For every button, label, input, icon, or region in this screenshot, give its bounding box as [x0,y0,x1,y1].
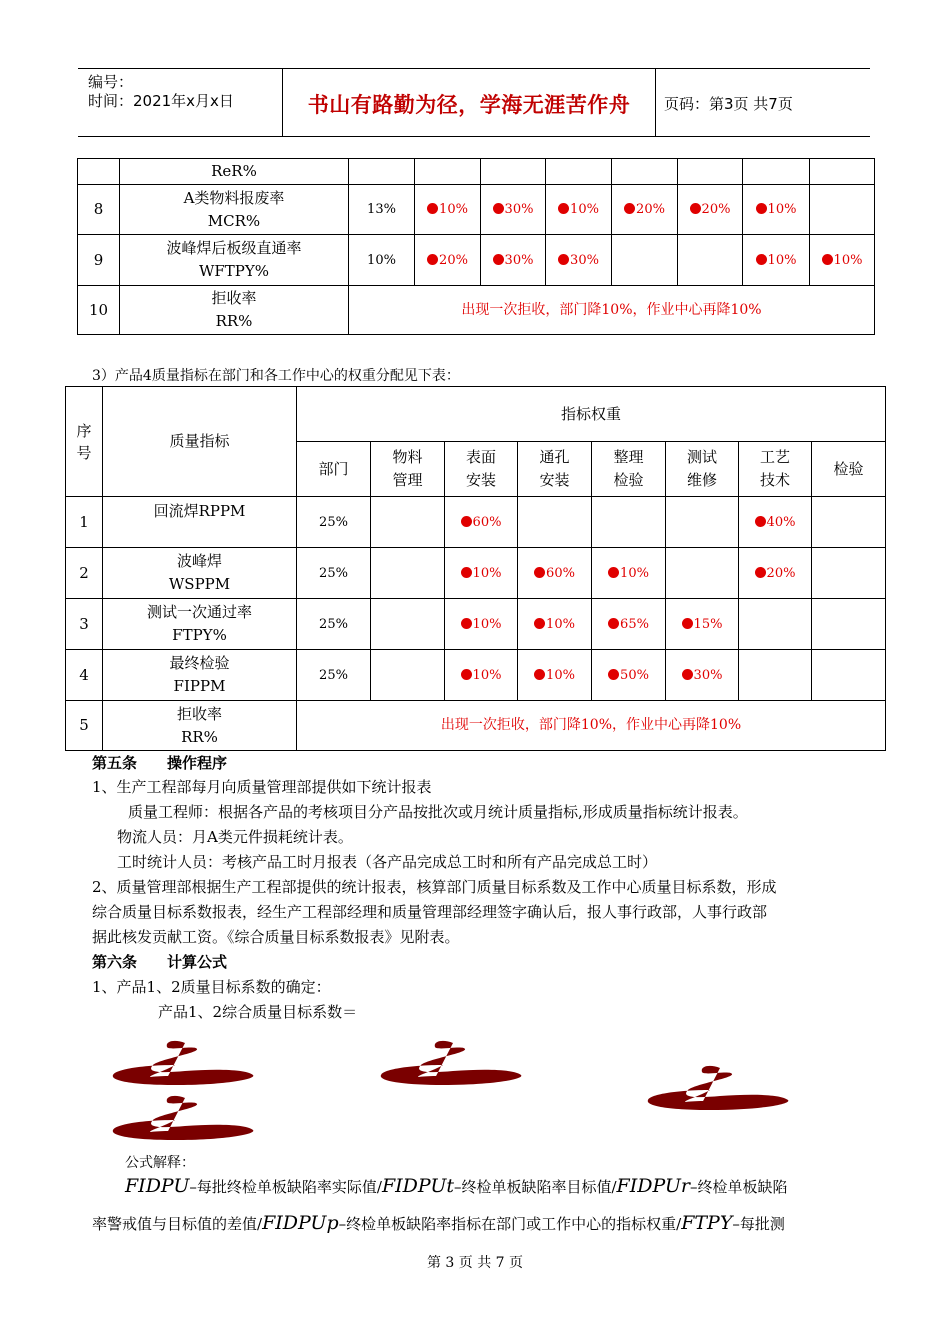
weight-cell [678,235,743,286]
weight-cell [546,235,612,286]
weight-dot-icon [822,254,833,265]
weight-dot-icon [682,669,693,680]
weight-cell [481,235,546,286]
formula-glyph [381,1041,522,1085]
row-index: 8 [78,185,120,235]
weight-cell [592,497,666,548]
formula-explanation-line2: 率警戒值与目标值的差值/FIDPUp–终检单板缺陷率指标在部门或工作中心的指标权重/FTPY–每批测 [92,1212,785,1234]
weight-table-product4 [65,386,886,751]
weight-cell [739,650,812,701]
metric-name: 回流焊RPPM [103,497,297,548]
paragraph: 1、生产工程部每月向质量管理部提供如下统计报表 [92,778,432,796]
weight-value: 15% [693,616,723,632]
header-motto: 书山有路勤为径，学海无涯苦作舟 [307,93,631,117]
weight-cell [812,548,886,599]
row-index: 4 [66,650,103,701]
weight-cell [371,599,445,650]
col-header-workcenter: 表面 安装 [445,442,518,497]
dept-weight: 25% [297,599,371,650]
formula-image [105,1035,825,1145]
variable: FIDPU [125,1175,190,1197]
table-row [78,159,875,185]
table-row [78,185,875,235]
weight-cell [592,650,666,701]
weight-value: 60% [472,514,502,530]
weight-cell [518,599,592,650]
weight-cell [612,185,678,235]
weight-value: 10% [546,616,575,632]
weight-dot-icon [461,669,472,680]
table-row [66,497,886,548]
weight-dot-icon [534,618,545,629]
variable: FIDPUp [262,1212,339,1234]
weight-cell [592,599,666,650]
metric-name: ReR% [120,159,349,185]
weight-value: 10% [472,565,502,581]
weight-cell [445,599,518,650]
col-header-metric: 质量指标 [103,387,297,497]
metric-name: 最终检验 FIPPM [103,650,297,701]
weight-dot-icon [682,618,693,629]
weight-dot-icon [493,203,504,214]
weight-cell [415,185,481,235]
article-5-title: 第五条 操作程序 [92,754,228,772]
col-header-workcenter: 通孔 安装 [518,442,592,497]
weight-cell [445,650,518,701]
col-header-workcenter: 部门 [297,442,371,497]
weight-dot-icon [558,254,569,265]
col-header-weight: 指标权重 [297,387,886,442]
weight-cell [666,650,739,701]
weight-cell [518,497,592,548]
dept-weight: 10% [349,235,415,286]
paragraph: 1、产品1、2质量目标系数的确定： [92,978,331,996]
weight-dot-icon [756,254,767,265]
table-row [78,235,875,286]
formula-glyph [648,1066,789,1110]
weight-cell [812,650,886,701]
weight-cell [666,497,739,548]
page-footer: 第 3 页 共 7 页 [426,1255,524,1271]
formula-explain-label: 公式解释： [125,1155,195,1171]
weight-cell [518,650,592,701]
weight-cell [812,599,886,650]
weight-value: 10% [472,667,502,683]
page-header [78,68,870,137]
formula-glyph [113,1096,254,1140]
article-6-title: 第六条 计算公式 [92,953,228,971]
dept-weight: 13% [349,185,415,235]
weight-dot-icon [755,516,766,527]
weight-cell [371,497,445,548]
paragraph: 质量工程师：根据各产品的考核项目分产品按批次或月统计质量指标,形成质量指标统计报表。 [128,803,748,821]
variable: FIDPUt [381,1175,454,1197]
weight-cell [810,235,875,286]
variable: FIDPUr [616,1175,691,1197]
table-header-row [66,387,886,442]
table-row [66,599,886,650]
paragraph: 据此核发贡献工资。《综合质量目标系数报表》见附表。 [92,928,460,946]
weight-value: 30% [693,667,723,683]
weight-cell [592,548,666,599]
row-index: 10 [78,286,120,335]
reject-note: 出现一次拒收，部门降10%，作业中心再降10% [349,286,875,335]
table-row [66,701,886,751]
metric-name: 波峰焊后板级直通率 WFTPY% [120,235,349,286]
weight-dot-icon [534,567,545,578]
metric-name: 测试一次通过率 FTPY% [103,599,297,650]
weight-dot-icon [624,203,635,214]
weight-value: 40% [766,514,796,530]
weight-dot-icon [461,618,472,629]
metric-name: A类物料报废率 MCR% [120,185,349,235]
weight-value: 10% [833,252,863,268]
weight-dot-icon [755,567,766,578]
table-row [78,286,875,335]
col-header-workcenter: 整理 检验 [592,442,666,497]
weight-cell [743,235,810,286]
weight-value: 10% [570,202,599,217]
weight-cell [739,599,812,650]
weight-dot-icon [427,254,438,265]
weight-value: 20% [439,252,468,268]
weight-value: 10% [620,565,649,581]
weight-value: 10% [546,667,575,683]
weight-dot-icon [756,203,767,214]
paragraph: 工时统计人员：考核产品工时月报表（各产品完成总工时和所有产品完成总工时） [117,853,658,871]
weight-dot-icon [427,203,438,214]
col-header-index: 序号 [66,387,103,497]
weight-cell [743,185,810,235]
weight-cell [739,548,812,599]
formula-glyph [113,1041,254,1085]
weight-dot-icon [461,516,472,527]
weight-cell [666,548,739,599]
row-index: 3 [66,599,103,650]
reject-note: 出现一次拒收，部门降10%，作业中心再降10% [297,701,886,751]
table-row [66,650,886,701]
col-header-workcenter: 检验 [812,442,886,497]
metric-name: 拒收率 RR% [120,286,349,335]
weight-cell [678,185,743,235]
table-row [66,548,886,599]
metric-name: 波峰焊 WSPPM [103,548,297,599]
dept-weight: 25% [297,497,371,548]
weight-cell [445,497,518,548]
weight-cell [445,548,518,599]
section-3-title: 3）产品4质量指标在部门和各工作中心的权重分配见下表： [92,368,460,384]
row-index: 1 [66,497,103,548]
dept-weight: 25% [297,650,371,701]
weight-cell [739,497,812,548]
paragraph: 综合质量目标系数报表，经生产工程部经理和质量管理部经理签字确认后，报人事行政部，人事行政部 [92,903,768,921]
weight-value: 10% [767,202,797,217]
row-index: 2 [66,548,103,599]
weight-table-continued [77,158,875,335]
col-header-workcenter: 测试 维修 [666,442,739,497]
doc-date-label: 时间：2021年x月x日 [88,92,234,110]
weight-value: 20% [636,202,665,217]
weight-value: 50% [620,667,649,683]
weight-dot-icon [493,254,504,265]
weight-dot-icon [558,203,569,214]
weight-value: 30% [504,252,534,268]
doc-number-label: 编号： [88,73,134,91]
row-index: 9 [78,235,120,286]
weight-cell [810,185,875,235]
dept-weight: 25% [297,548,371,599]
weight-cell [415,235,481,286]
weight-cell [371,650,445,701]
weight-dot-icon [608,618,619,629]
paragraph: 物流人员：月A类元件损耗统计表。 [117,828,353,846]
weight-dot-icon [534,669,545,680]
weight-cell [812,497,886,548]
header-meta [88,73,234,111]
header-divider [655,69,656,136]
metric-name: 拒收率 RR% [103,701,297,751]
weight-value: 10% [472,616,502,632]
row-index [78,159,120,185]
weight-value: 30% [504,202,534,217]
col-header-workcenter: 工艺 技术 [739,442,812,497]
header-page-label: 页码：第3页 共7页 [664,95,793,113]
weight-cell [371,548,445,599]
weight-value: 30% [570,252,599,268]
weight-dot-icon [461,567,472,578]
weight-cell [481,185,546,235]
weight-value: 60% [546,565,575,581]
weight-value: 10% [439,202,468,217]
row-index: 5 [66,701,103,751]
weight-value: 20% [701,202,731,217]
paragraph: 2、质量管理部根据生产工程部提供的统计报表，核算部门质量目标系数及工作中心质量目标系数，形成 [92,878,777,896]
formula-explanation-line1: FIDPU–每批终检单板缺陷率实际值/FIDPUt–终检单板缺陷率目标值/FIDPUr–终检单板缺陷 [125,1175,788,1197]
weight-value: 10% [767,252,797,268]
weight-dot-icon [690,203,701,214]
weight-cell [546,185,612,235]
weight-cell [666,599,739,650]
weight-dot-icon [608,669,619,680]
weight-value: 20% [766,565,796,581]
weight-cell [518,548,592,599]
variable: FTPY [681,1212,733,1234]
col-header-workcenter: 物料 管理 [371,442,445,497]
weight-dot-icon [608,567,619,578]
paragraph: 产品1、2综合质量目标系数＝ [158,1003,358,1021]
weight-cell [612,235,678,286]
weight-value: 65% [620,616,649,632]
